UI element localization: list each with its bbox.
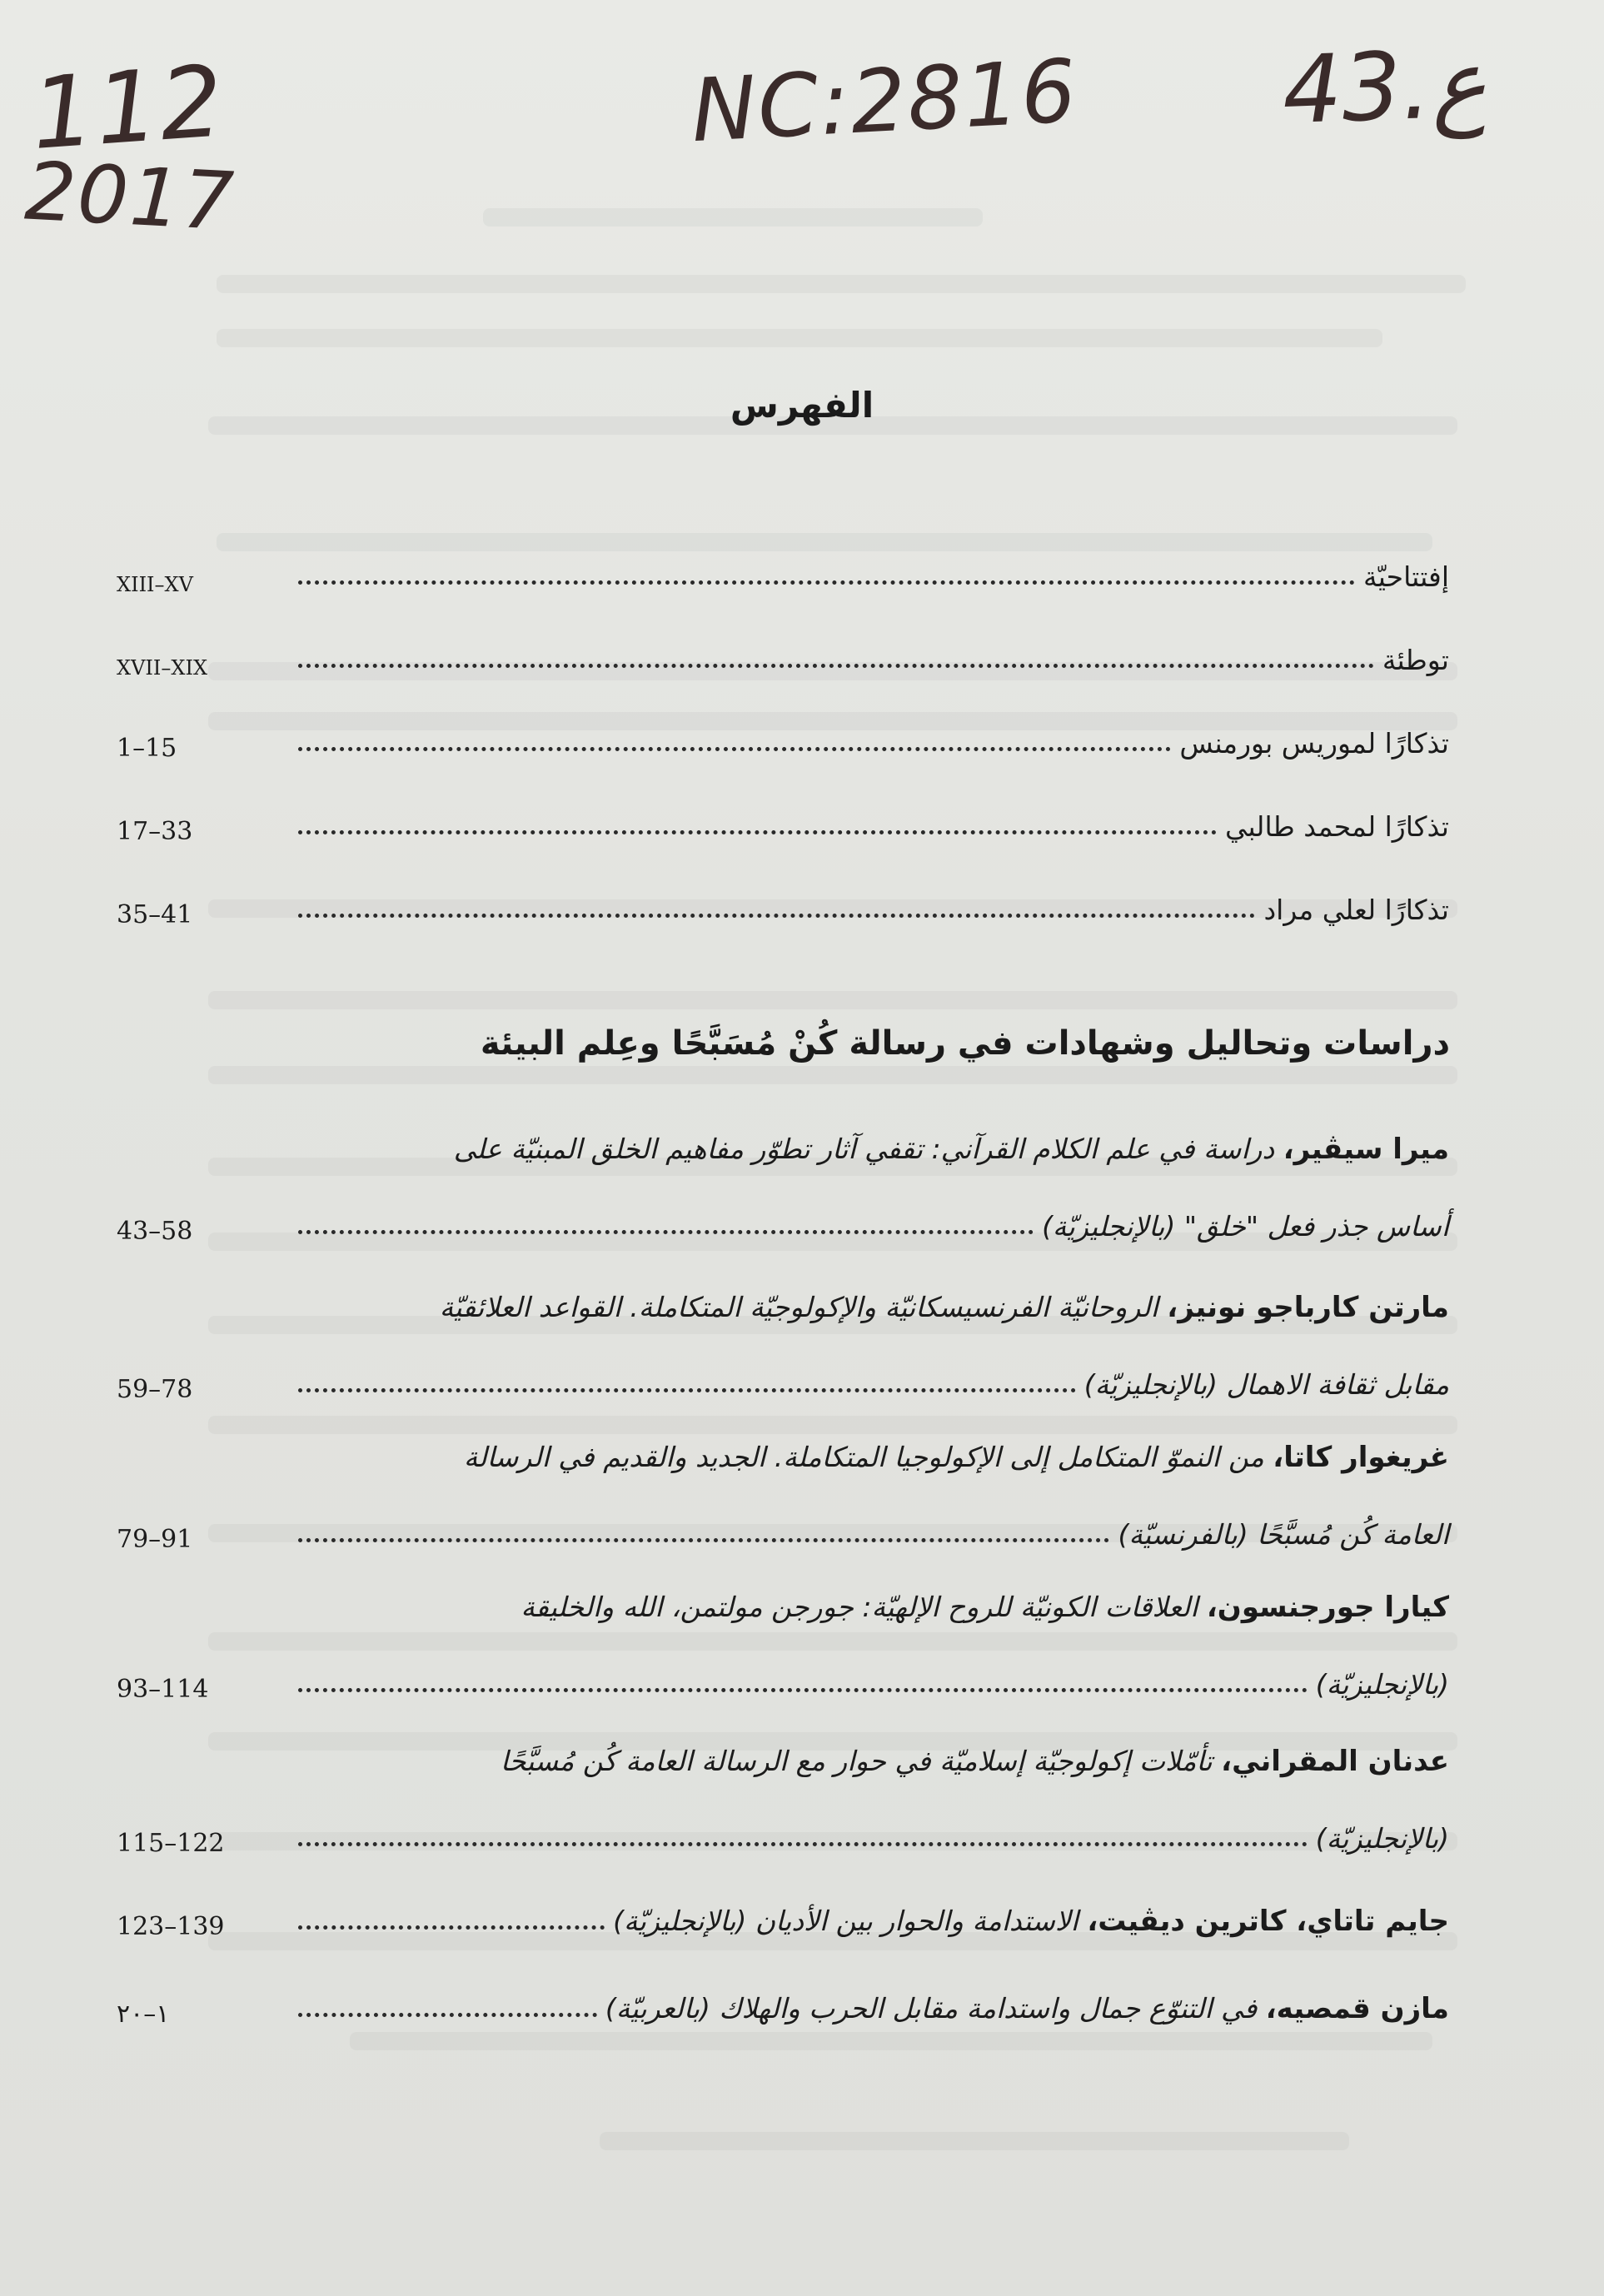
toc-page-range: 93–114 xyxy=(117,1675,209,1704)
article-title-line: في التنوّع جمال واستدامة مقابل الحرب والهلاك (بالعربيّة) xyxy=(605,1992,1258,2025)
toc-page-range: ١–٢٠ xyxy=(117,2000,170,2029)
toc-entry xyxy=(117,708,1449,766)
article-author: ميرا سيڤير، xyxy=(1283,1133,1449,1166)
leader-dots xyxy=(298,1688,1308,1692)
leader-dots xyxy=(298,914,1255,918)
toc-page-range: 1–15 xyxy=(117,734,177,763)
article-author: مازن قمصيه، xyxy=(1265,1992,1449,2025)
toc-entry xyxy=(117,625,1449,683)
leader-dots xyxy=(298,664,1374,668)
toc-article-entry xyxy=(117,1736,1449,1870)
handwritten-number: 112 xyxy=(27,43,228,172)
article-title-line: الروحانيّة الفرنسيسكانيّة والإكولوجيّة المتكاملة. القواعد العلائقيّة xyxy=(439,1291,1158,1323)
article-title-line: تأمّلات إكولوجيّة إسلاميّة في حوار مع الرسالة العامة كُن مُسبَّحًا xyxy=(500,1745,1213,1777)
leader-dots xyxy=(298,1230,1034,1234)
article-author: غريغوار كاتا، xyxy=(1273,1441,1449,1474)
article-author: مارتن كارباجو نونيز، xyxy=(1167,1291,1449,1324)
leader-dots xyxy=(298,2013,597,2017)
toc-entry-title: تذكارًا لمحمد طالبي xyxy=(1224,810,1449,843)
toc-entry-title: تذكارًا لموريس بورمنس xyxy=(1179,727,1449,760)
toc-page-range: XIII–XV xyxy=(117,573,193,596)
page-title: الفهرس xyxy=(730,385,874,426)
article-author: جايم تاتاي، كاترين ديڤيت، xyxy=(1087,1905,1449,1938)
toc-article-entry xyxy=(117,1974,1449,2032)
leader-dots xyxy=(298,1538,1109,1542)
toc-entry-title: إفتتاحيّة xyxy=(1363,560,1449,593)
toc-page-range: 79–91 xyxy=(117,1525,193,1554)
toc-article-entry xyxy=(117,1282,1449,1416)
toc-entry-title: تذكارًا لعلي مراد xyxy=(1263,894,1449,926)
section-heading: دراسات وتحاليل وشهادات في رسالة كُنْ مُسَبَّحًا وعِلم البيئة xyxy=(480,1024,1450,1063)
toc-article-entry xyxy=(117,1432,1449,1566)
toc-page-range: 43–58 xyxy=(117,1217,193,1246)
leader-dots xyxy=(298,830,1217,834)
article-title-line: مقابل ثقافة الاهمال (بالإنجليزيّة) xyxy=(1083,1368,1449,1401)
article-title-line: من النموّ المتكامل إلى الإكولوجيا المتكاملة. الجديد والقديم في الرسالة xyxy=(463,1441,1264,1473)
toc-entry xyxy=(117,791,1449,849)
toc-page-range: 59–78 xyxy=(117,1375,193,1404)
article-title-line: العلاقات الكونيّة للروح الإلهيّة: جورجن مولتمن، الله والخليقة xyxy=(521,1591,1198,1623)
toc-page-range: XVII–XIX xyxy=(117,656,208,680)
leader-dots xyxy=(298,1842,1308,1846)
leader-dots xyxy=(298,1925,605,1930)
article-author: كيارا جورجنسون، xyxy=(1206,1591,1449,1624)
handwritten-shelf-mark: 43.ع xyxy=(1280,29,1489,146)
toc-page-range: 115–122 xyxy=(117,1829,225,1858)
toc-page-range: 17–33 xyxy=(117,817,193,846)
article-title-line: أساس جذر فعل "خلق" (بالإنجليزيّة) xyxy=(1042,1210,1449,1243)
article-title-line: (بالإنجليزيّة) xyxy=(1315,1822,1449,1855)
toc-entry-title: توطئة xyxy=(1382,644,1449,676)
article-title-line: العامة كُن مُسبَّحًا (بالفرنسيّة) xyxy=(1118,1518,1449,1551)
handwritten-year: 2017 xyxy=(22,144,238,249)
leader-dots xyxy=(298,747,1171,751)
leader-dots xyxy=(298,1388,1076,1392)
toc-page-range: 123–139 xyxy=(117,1912,225,1941)
article-title-line: الاستدامة والحوار بين الأديان (بالإنجليزيّة) xyxy=(613,1905,1078,1937)
toc-article-entry xyxy=(117,1886,1449,1945)
toc-article-entry xyxy=(117,1124,1449,1258)
toc-entry xyxy=(117,541,1449,600)
handwritten-catalog-code: NC:2816 xyxy=(689,39,1080,162)
toc-page-range: 35–41 xyxy=(117,900,193,929)
toc-article-entry xyxy=(117,1582,1449,1716)
leader-dots xyxy=(298,580,1355,585)
article-author: عدنان المقراني، xyxy=(1221,1745,1449,1778)
toc-entry xyxy=(117,874,1449,933)
article-title-line: (بالإنجليزيّة) xyxy=(1315,1668,1449,1701)
article-title-line: دراسة في علم الكلام القرآني: تقفي آثار تطوّر مفاهيم الخلق المبنيّة على xyxy=(453,1133,1275,1165)
